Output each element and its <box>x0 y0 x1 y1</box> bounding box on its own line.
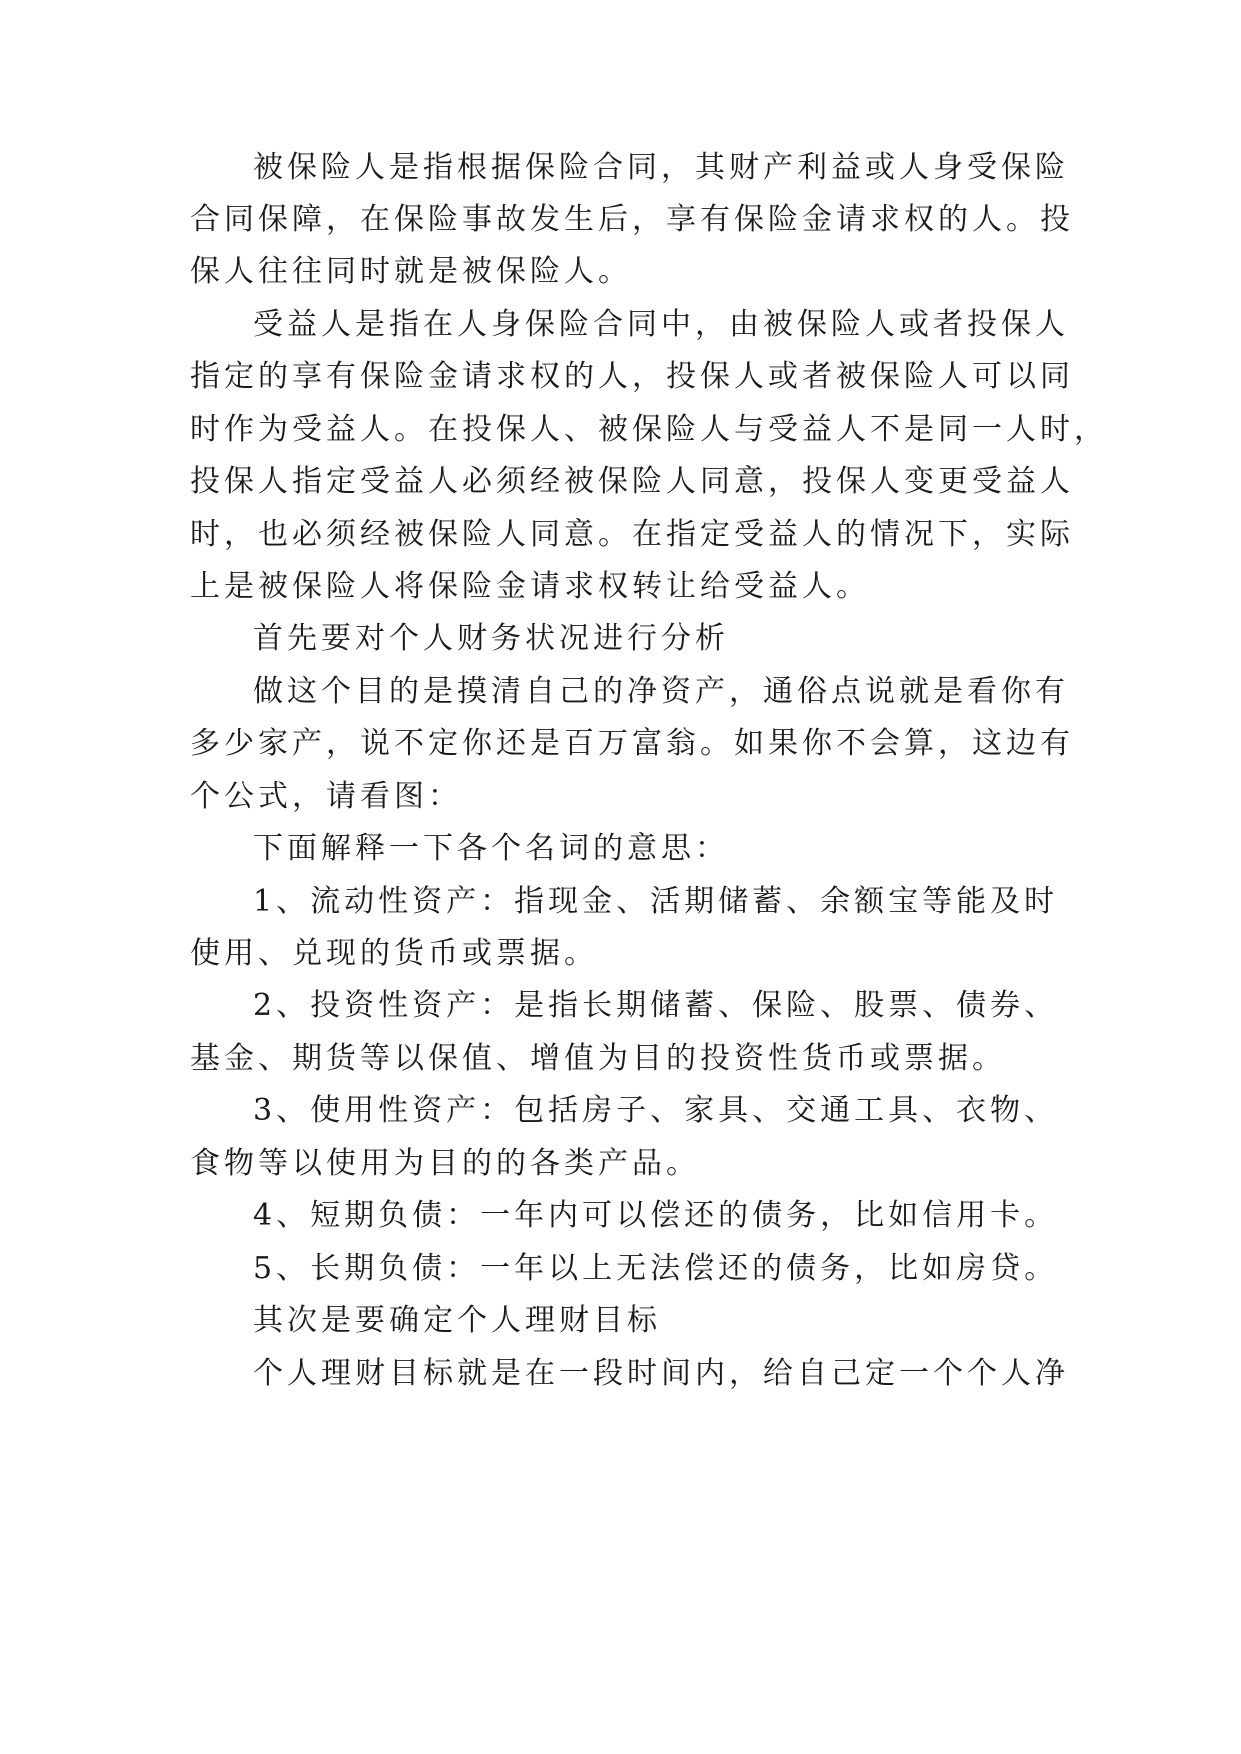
text-line: 个公式，请看图： <box>190 779 462 814</box>
text-line: 上是被保险人将保险金请求权转让给受益人。 <box>190 569 870 604</box>
text-line: 其次是要确定个人理财目标 <box>253 1303 661 1338</box>
text-line: 合同保障，在保险事故发生后，享有保险金请求权的人。投 <box>190 202 1074 237</box>
text-line: 2、投资性资产：是指长期储蓄、保险、股票、债券、 <box>253 988 1059 1023</box>
text-line: 1、流动性资产：指现金、活期储蓄、余额宝等能及时 <box>253 884 1059 919</box>
text-line: 被保险人是指根据保险合同，其财产利益或人身受保险 <box>253 150 1069 185</box>
text-line: 保人往往同时就是被保险人。 <box>190 254 632 289</box>
text-line: 4、短期负债：一年内可以偿还的债务，比如信用卡。 <box>253 1198 1059 1233</box>
text-line: 使用、兑现的货币或票据。 <box>190 936 598 971</box>
text-line: 时，也必须经被保险人同意。在指定受益人的情况下，实际 <box>190 517 1074 552</box>
text-line: 个人理财目标就是在一段时间内，给自己定一个个人净 <box>253 1356 1069 1391</box>
text-line: 基金、期货等以保值、增值为目的投资性货币或票据。 <box>190 1041 1006 1076</box>
text-line: 多少家产，说不定你还是百万富翁。如果你不会算，这边有 <box>190 726 1074 761</box>
text-line: 下面解释一下各个名词的意思： <box>253 831 729 866</box>
text-line: 做这个目的是摸清自己的净资产，通俗点说就是看你有 <box>253 674 1069 709</box>
text-line: 受益人是指在人身保险合同中，由被保险人或者投保人 <box>253 307 1069 342</box>
text-line: 时作为受益人。在投保人、被保险人与受益人不是同一人时， <box>190 412 1108 447</box>
text-line: 首先要对个人财务状况进行分析 <box>253 621 729 656</box>
text-line: 食物等以使用为目的的各类产品。 <box>190 1146 700 1181</box>
text-line: 5、长期负债：一年以上无法偿还的债务，比如房贷。 <box>253 1251 1059 1286</box>
text-line: 投保人指定受益人必须经被保险人同意，投保人变更受益人 <box>190 464 1074 499</box>
text-line: 3、使用性资产：包括房子、家具、交通工具、衣物、 <box>253 1093 1059 1128</box>
text-line: 指定的享有保险金请求权的人，投保人或者被保险人可以同 <box>190 359 1074 394</box>
